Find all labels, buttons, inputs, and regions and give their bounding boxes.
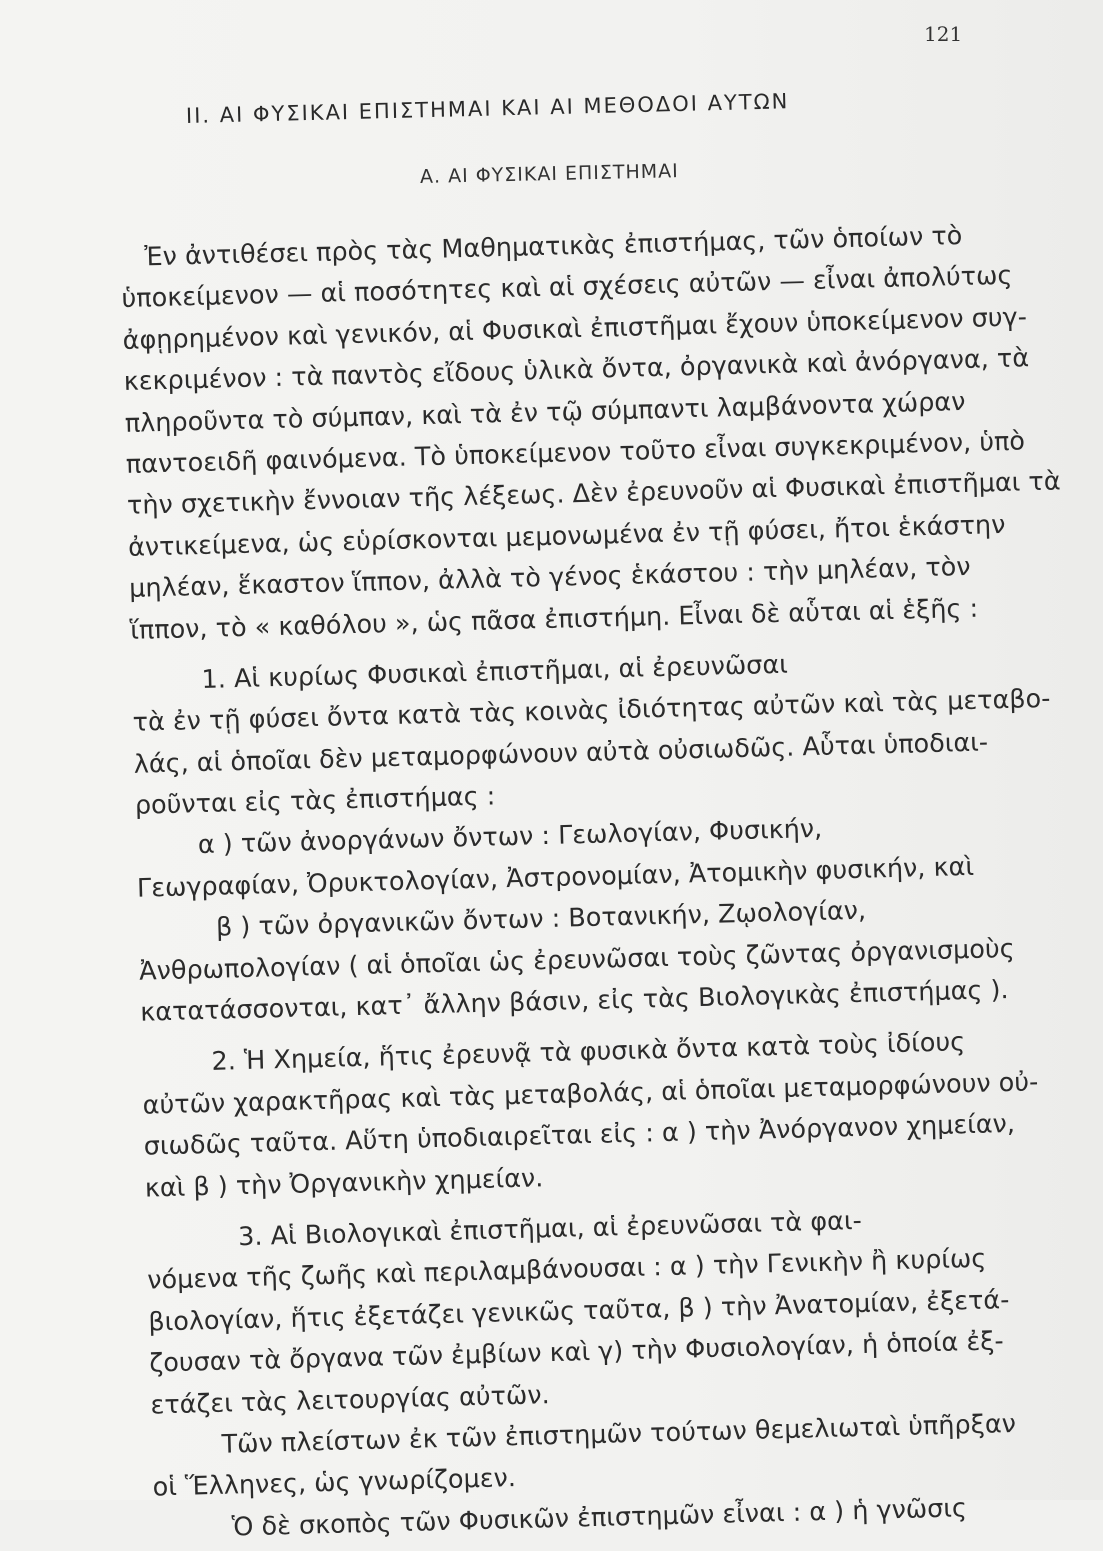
- text-line: τὰ ἐν τῇ φύσει ὄντα κατὰ τὰς κοινὰς ἰδιότητας αὐτῶν καὶ τὰς μεταβο-: [132, 684, 1051, 739]
- page-number: 121: [924, 22, 963, 46]
- text-line: ἀντικείμενα, ὡς εὑρίσκονται μεμονωμένα ἐν τῇ φύσει, ἤτοι ἑκάστην: [127, 509, 1006, 563]
- text-line: Τῶν πλείστων ἐκ τῶν ἐπιστημῶν τούτων θεμελιωταὶ ὑπῆρξαν: [221, 1408, 1017, 1460]
- text-line: αὐτῶν χαρακτῆρας καὶ τὰς μεταβολάς, αἱ ὁποῖαι μεταμορφώνουν οὐ-: [142, 1067, 1039, 1121]
- text-line: παντοειδῆ φαινόμενα. Τὸ ὑποκείμενον τοῦτο εἶναι συγκεκριμένον, ὑπὸ: [125, 426, 1026, 480]
- text-line: Ὁ δὲ σκοπὸς τῶν Φυσικῶν ἐπιστημῶν εἶναι : α ) ἡ γνῶσις: [231, 1492, 968, 1543]
- text-line: καὶ β ) τὴν Ὀργανικὴν χημείαν.: [144, 1162, 544, 1204]
- text-line: πληροῦντα τὸ σύμπαν, καὶ τὰ ἐν τῷ σύμπαντι λαμβάνοντα χώραν: [124, 386, 966, 439]
- text-line: ἵππον, τὸ « καθόλου », ὡς πᾶσα ἐπιστήμη. Εἶναι δὲ αὗται αἱ ἑξῆς :: [129, 593, 979, 646]
- list-item-heading: 2. Ἡ Χημεία, ἥτις ἐρευνᾷ τὰ φυσικὰ ὄντα κατὰ τοὺς ἰδίους: [211, 1027, 966, 1078]
- text-line: ὑποκείμενον — αἱ ποσότητες καὶ αἱ σχέσεις αὐτῶν — εἶναι ἀπολύτως: [121, 261, 1013, 315]
- list-item-heading: 3. Αἱ Βιολογικαὶ ἐπιστῆμαι, αἱ ἐρευνῶσαι τὰ φαι-: [237, 1205, 863, 1253]
- sub-item-heading: β ) τῶν ὀργανικῶν ὄντων : Βοτανικήν, Ζῳολογίαν,: [215, 895, 867, 943]
- text-line: οἱ Ἕλληνες, ὡς γνωρίζομεν.: [152, 1463, 517, 1503]
- text-line: Γεωγραφίαν, Ὀρυκτολογίαν, Ἀστρονομίαν, Ἀτομικὴν φυσικήν, καὶ: [136, 851, 975, 904]
- text-line: Ἀνθρωπολογίαν ( αἱ ὁποῖαι ὡς ἐρευνῶσαι τοὺς ζῶντας ὀργανισμοὺς: [138, 933, 1015, 987]
- list-item-heading: 1. Αἱ κυρίως Φυσικαὶ ἐπιστῆμαι, αἱ ἐρευνῶσαι: [201, 649, 789, 695]
- text-line: νόμενα τῆς ζωῆς καὶ περιλαμβάνουσαι : α ) τὴν Γενικὴν ἢ κυρίως: [146, 1244, 987, 1297]
- text-line: ετάζει τὰς λειτουργίας αὐτῶν.: [150, 1379, 551, 1421]
- sub-item-heading: α ) τῶν ἀνοργάνων ὄντων : Γεωλογίαν, Φυσικήν,: [197, 814, 823, 861]
- section-title: Α. ΑΙ ΦΥΣΙΚΑΙ ΕΠΙΣΤΗΜΑΙ: [419, 160, 679, 188]
- text-line: κεκριμένον : τὰ παντὸς εἴδους ὑλικὰ ὄντα, ὀργανικὰ καὶ ἀνόργανα, τὰ: [123, 343, 1030, 398]
- text-line: Ἐν ἀντιθέσει πρὸς τὰς Μαθηματικὰς ἐπιστήμας, τῶν ὁποίων τὸ: [144, 220, 963, 273]
- text-line: κατατάσσονται, κατ᾽ ἄλλην βάσιν, εἰς τὰς Βιολογικὰς ἐπιστήμας ).: [139, 975, 1009, 1028]
- text-line: σιωδῶς ταῦτα. Αὕτη ὑποδιαιρεῖται εἰς : α ) τὴν Ἀνόργανον χημείαν,: [143, 1109, 1016, 1162]
- text-line: λάς, αἱ ὁποῖαι δὲν μεταμορφώνουν αὐτὰ οὐσιωδῶς. Αὗται ὑποδιαι-: [133, 727, 989, 780]
- text-line: μηλέαν, ἕκαστον ἵππον, ἀλλὰ τὸ γένος ἑκάστου : τὴν μηλέαν, τὸν: [128, 551, 971, 604]
- chapter-title: ΙΙ. ΑΙ ΦΥΣΙΚΑΙ ΕΠΙΣΤΗΜΑΙ ΚΑΙ ΑΙ ΜΕΘΟΔΟΙ ΑΥΤΩΝ: [185, 89, 790, 128]
- text-line: ζουσαν τὰ ὄργανα τῶν ἐμβίων καὶ γ) τὴν Φυσιολογίαν, ἡ ὁποία ἐξ-: [149, 1326, 1004, 1379]
- body-text: [120, 215, 1061, 1551]
- text-line: ροῦνται εἰς τὰς ἐπιστήμας :: [134, 781, 496, 821]
- text-line: βιολογίαν, ἥτις ἐξετάζει γενικῶς ταῦτα, β ) τὴν Ἀνατομίαν, ἐξετά-: [148, 1284, 1010, 1338]
- text-line: τὴν σχετικὴν ἔννοιαν τῆς λέξεως. Δὲν ἐρευνοῦν αἱ Φυσικαὶ ἐπιστῆμαι τὰ: [126, 466, 1061, 522]
- text-line: ἀφῃρημένον καὶ γενικόν, αἱ Φυσικαὶ ἐπιστῆμαι ἔχουν ὑποκείμενον συγ-: [122, 302, 1028, 356]
